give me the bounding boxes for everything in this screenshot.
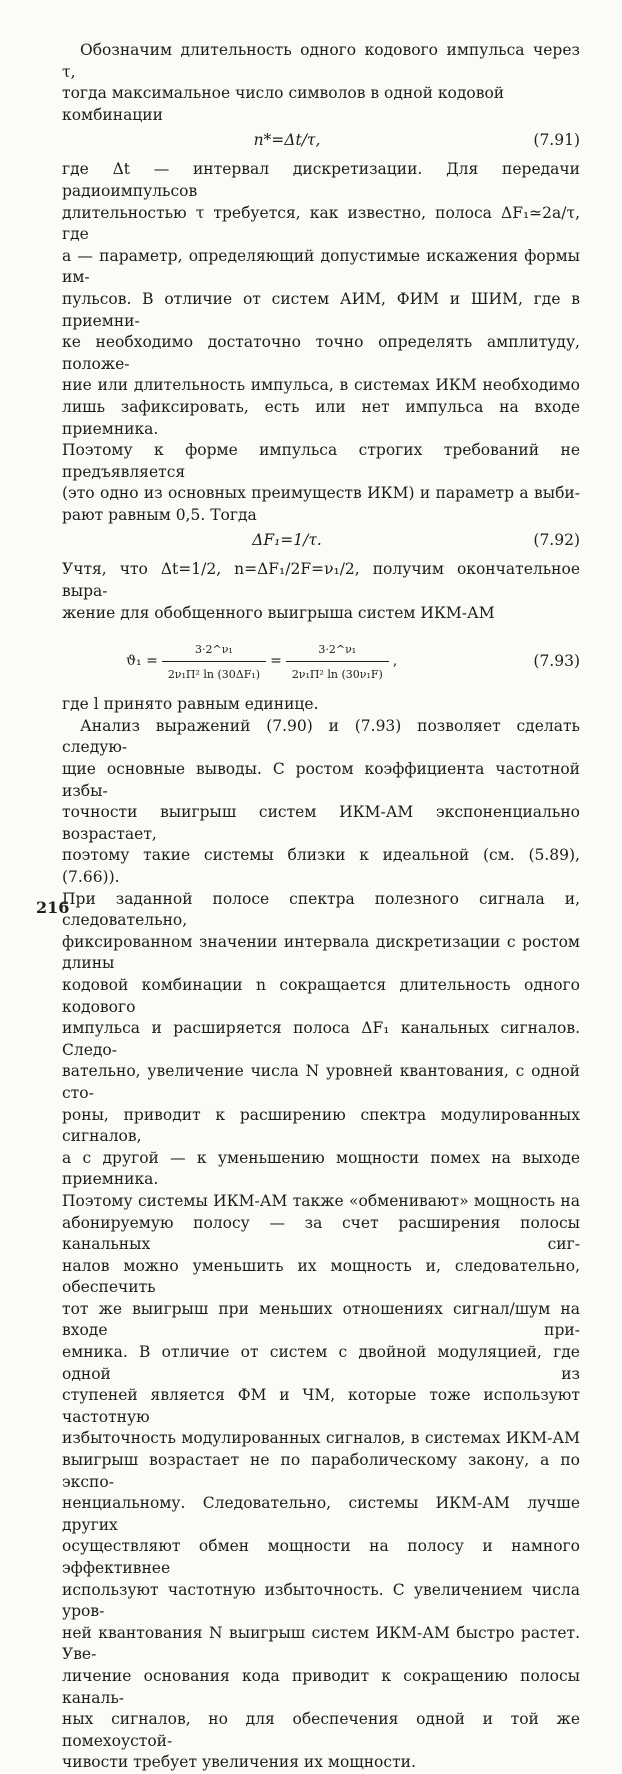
text-line: точности выигрыш систем ИКМ-АМ экспоненциально возрастает, xyxy=(62,803,580,843)
text-line: лишь зафиксировать, есть или нет импульса на входе приемника. xyxy=(62,397,580,438)
text-line: чивости требует увеличения их мощности. xyxy=(62,1753,416,1772)
equation-7-92 xyxy=(62,530,580,553)
fraction-1 xyxy=(162,639,266,686)
fraction-2 xyxy=(286,639,389,686)
text-line: ступеней является ФМ и ЧМ, которые тоже используют частотную xyxy=(62,1386,580,1426)
text-line: Обозначим длительность одного кодового импульса через τ, xyxy=(62,41,580,81)
equation-number: (7.91) xyxy=(533,131,580,150)
page-body xyxy=(62,40,580,1774)
equation-number: (7.93) xyxy=(533,652,580,671)
paragraph-4 xyxy=(62,694,580,716)
text-line: избыточность модулированных сигналов, в системах ИКМ-АМ xyxy=(62,1429,580,1448)
text-line: пульсов. В отличие от систем АИМ, ФИМ и ШИМ, где в приемни- xyxy=(62,289,580,330)
text-line: поэтому такие системы близки к идеальной (см. (5.89), (7.66)). xyxy=(62,846,580,886)
text-line: личение основания кода приводит к сокращению полосы каналь- xyxy=(62,1666,580,1707)
text-line: фиксированном значении интервала дискретизации с ростом длины xyxy=(62,932,580,973)
equation-7-93 xyxy=(62,636,580,688)
text-line: налов можно уменьшить их мощность и, следовательно, обеспечить xyxy=(62,1256,580,1297)
text-line: ных сигналов, но для обеспечения одной и той же помехоустой- xyxy=(62,1710,580,1750)
equation-formula xyxy=(126,636,397,688)
text-line: щие основные выводы. С ростом коэффициента частотной избы- xyxy=(62,760,580,800)
text-line: тот же выигрыш при меньших отношениях сигнал/шум на входе при- xyxy=(62,1299,580,1340)
text-line: (это одно из основных преимуществ ИКМ) и параметр a выби- xyxy=(62,484,580,503)
text-line: емника. В отличие от систем с двойной модуляцией, где одной из xyxy=(62,1343,580,1383)
equation-tail: , xyxy=(392,653,398,670)
paragraph-2 xyxy=(62,159,580,526)
fraction-numerator: 3·2^ν₁ xyxy=(318,642,357,656)
fraction-numerator: 3·2^ν₁ xyxy=(195,642,233,656)
text-line: Поэтому к форме импульса строгих требований не предъявляется xyxy=(62,441,580,481)
fraction-denominator: 2ν₁Π² ln (30ν₁F) xyxy=(286,661,389,686)
text-line: Поэтому системы ИКМ-АМ также «обменивают» мощность на xyxy=(62,1191,580,1210)
equation-formula: ΔF₁=1/τ. xyxy=(252,531,322,550)
text-line: абонируемую полосу — за счет расширения полосы канальных сиг- xyxy=(62,1213,580,1254)
text-line: длительностью τ требуется, как известно, полоса ΔF₁≃2a/τ, где xyxy=(62,203,580,244)
text-line: где Δt — интервал дискретизации. Для передачи радиоимпульсов xyxy=(62,160,580,200)
text-line: ке необходимо достаточно точно определять амплитуду, положе- xyxy=(62,333,580,373)
text-line: используют частотную избыточность. С увеличением числа уров- xyxy=(62,1580,580,1621)
text-line: вательно, увеличение числа N уровней квантования, с одной сто- xyxy=(62,1062,580,1102)
text-line: a — параметр, определяющий допустимые искажения формы им- xyxy=(62,246,580,287)
equation-formula: n*=Δt/τ, xyxy=(253,131,321,150)
text-line: а с другой — к уменьшению мощности помех на выходе приемника. xyxy=(62,1148,580,1189)
equation-7-91 xyxy=(62,130,580,153)
text-line: При заданной полосе спектра полезного сигнала и, следовательно, xyxy=(62,889,580,930)
fraction-denominator: 2ν₁Π² ln (30ΔF₁) xyxy=(162,661,266,686)
text-line: ние или длительность импульса, в системах ИКМ необходимо xyxy=(62,376,580,395)
text-line: кодовой комбинации n сокращается длительность одного кодового xyxy=(62,975,580,1016)
text-line: выигрыш возрастает не по параболическому закону, а по экспо- xyxy=(62,1451,580,1491)
text-line: осуществляют обмен мощности на полосу и намного эффективнее xyxy=(62,1537,580,1577)
text-line: роны, приводит к расширению спектра модулированных сигналов, xyxy=(62,1105,580,1146)
text-line: где l принято равным единице. xyxy=(62,695,319,714)
text-line: рают равным 0,5. Тогда xyxy=(62,505,257,524)
text-line: тогда максимальное число символов в одной кодовой комбинации xyxy=(62,84,505,124)
intro-paragraph xyxy=(62,40,580,126)
text-line: ней квантования N выигрыш систем ИКМ-АМ быстро растет. Уве- xyxy=(62,1623,580,1664)
page-number: 216 xyxy=(36,898,70,917)
equation-number: (7.92) xyxy=(533,531,580,550)
equals-sign: = xyxy=(270,653,282,670)
text-line: жение для обобщенного выигрыша систем ИКМ-АМ xyxy=(62,603,495,622)
paragraph-3 xyxy=(62,559,580,624)
text-line: ненциальному. Следовательно, системы ИКМ-АМ лучше других xyxy=(62,1494,580,1534)
paragraph-5 xyxy=(62,716,580,1774)
text-line: Учтя, что Δt=1/2, n=ΔF₁/2F=ν₁/2, получим окончательное выра- xyxy=(62,560,580,601)
text-line: Анализ выражений (7.90) и (7.93) позволяет сделать следую- xyxy=(62,716,580,757)
equation-lhs: ϑ₁ = xyxy=(126,653,158,670)
text-line: импульса и расширяется полоса ΔF₁ канальных сигналов. Следо- xyxy=(62,1019,580,1059)
